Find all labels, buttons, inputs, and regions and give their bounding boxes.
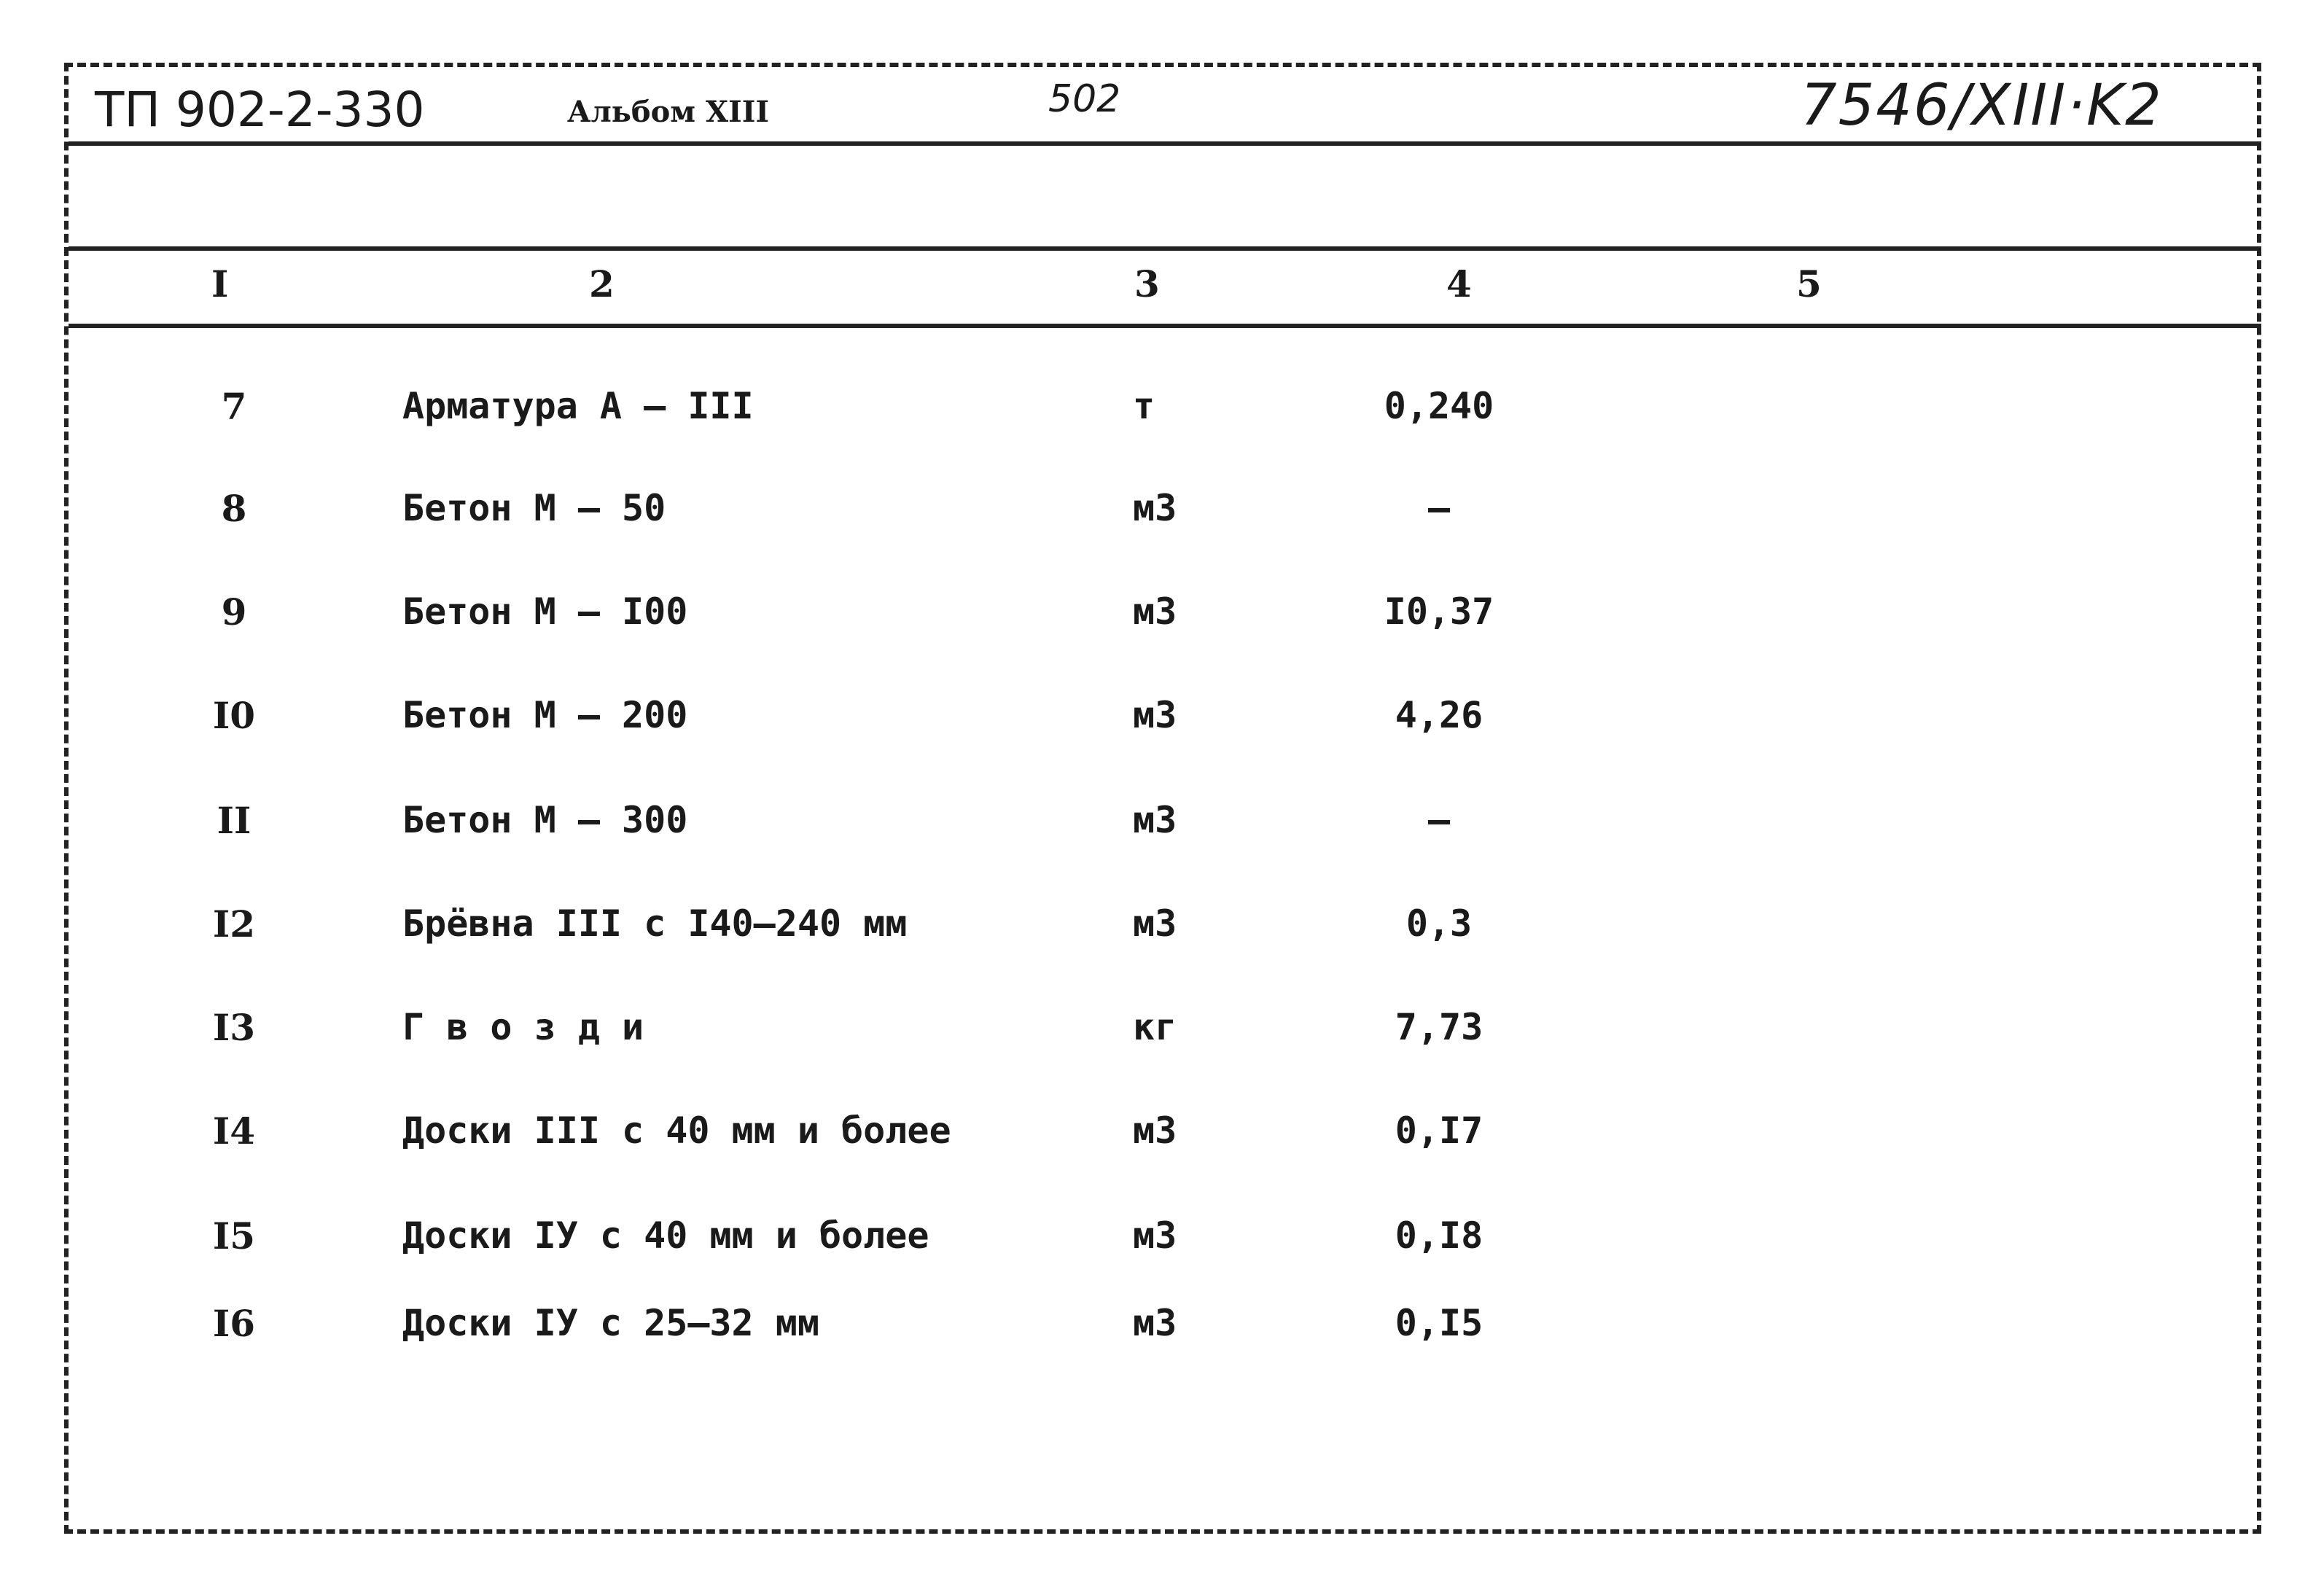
page-number: 502 [1048, 77, 1121, 121]
column-header-5: 5 [1796, 262, 1822, 305]
material-quantity: 0,240 [1384, 385, 1494, 427]
material-name: Арматура А – III [402, 385, 754, 427]
material-name: Доски IУ с 40 мм и более [402, 1214, 929, 1257]
material-quantity: 0,I7 [1395, 1109, 1483, 1152]
material-unit: кг [1133, 1006, 1177, 1048]
material-name: Доски III с 40 мм и более [402, 1109, 951, 1152]
material-unit: м3 [1133, 487, 1177, 529]
table-row [0, 1006, 2324, 1064]
material-unit: т [1133, 385, 1155, 427]
row-number: 9 [221, 590, 247, 633]
material-unit: м3 [1133, 590, 1177, 633]
project-code: ТП 902-2-330 [95, 82, 425, 138]
material-name: Бетон М – 50 [402, 487, 666, 529]
material-name: Брёвна III с I40–240 мм [402, 902, 908, 945]
material-unit: м3 [1133, 1302, 1177, 1344]
material-quantity: 7,73 [1395, 1006, 1483, 1048]
table-row [0, 799, 2324, 857]
row-number: I6 [212, 1302, 256, 1345]
material-quantity: 4,26 [1395, 694, 1483, 736]
column-header-1: I [211, 262, 229, 305]
material-unit: м3 [1133, 1109, 1177, 1152]
material-name: Г в о з д и [402, 1006, 644, 1048]
material-unit: м3 [1133, 1214, 1177, 1257]
material-unit: м3 [1133, 799, 1177, 841]
row-number: I2 [212, 902, 256, 945]
row-number: 7 [221, 385, 247, 428]
table-row [0, 694, 2324, 752]
row-number: I5 [212, 1214, 256, 1257]
row-number: I0 [212, 694, 256, 737]
table-row [0, 1109, 2324, 1168]
material-unit: м3 [1133, 902, 1177, 945]
column-header-3: 3 [1134, 262, 1160, 305]
table-row [0, 385, 2324, 443]
row-number: 8 [221, 487, 247, 530]
material-quantity: 0,I8 [1395, 1214, 1483, 1257]
table-row [0, 487, 2324, 545]
material-quantity: I0,37 [1384, 590, 1494, 633]
column-header-4: 4 [1446, 262, 1472, 305]
table-row [0, 590, 2324, 649]
row-number: I3 [212, 1006, 256, 1049]
row-number: II [217, 799, 251, 842]
material-name: Бетон М – 300 [402, 799, 688, 841]
column-header-2: 2 [589, 262, 615, 305]
material-unit: м3 [1133, 694, 1177, 736]
material-quantity: 0,3 [1405, 902, 1473, 945]
table-row [0, 1302, 2324, 1360]
material-quantity: – [1427, 487, 1451, 529]
table-row [0, 902, 2324, 961]
material-quantity: – [1427, 799, 1451, 841]
row-number: I4 [212, 1109, 256, 1152]
material-name: Бетон М – 200 [402, 694, 688, 736]
material-name: Бетон М – I00 [402, 590, 688, 633]
sheet-code: 7546/XIII·K2 [1801, 73, 2163, 139]
album-label: Альбом XIII [567, 95, 770, 129]
table-row [0, 1214, 2324, 1273]
material-name: Доски IУ с 25–32 мм [402, 1302, 819, 1344]
material-quantity: 0,I5 [1395, 1302, 1483, 1344]
